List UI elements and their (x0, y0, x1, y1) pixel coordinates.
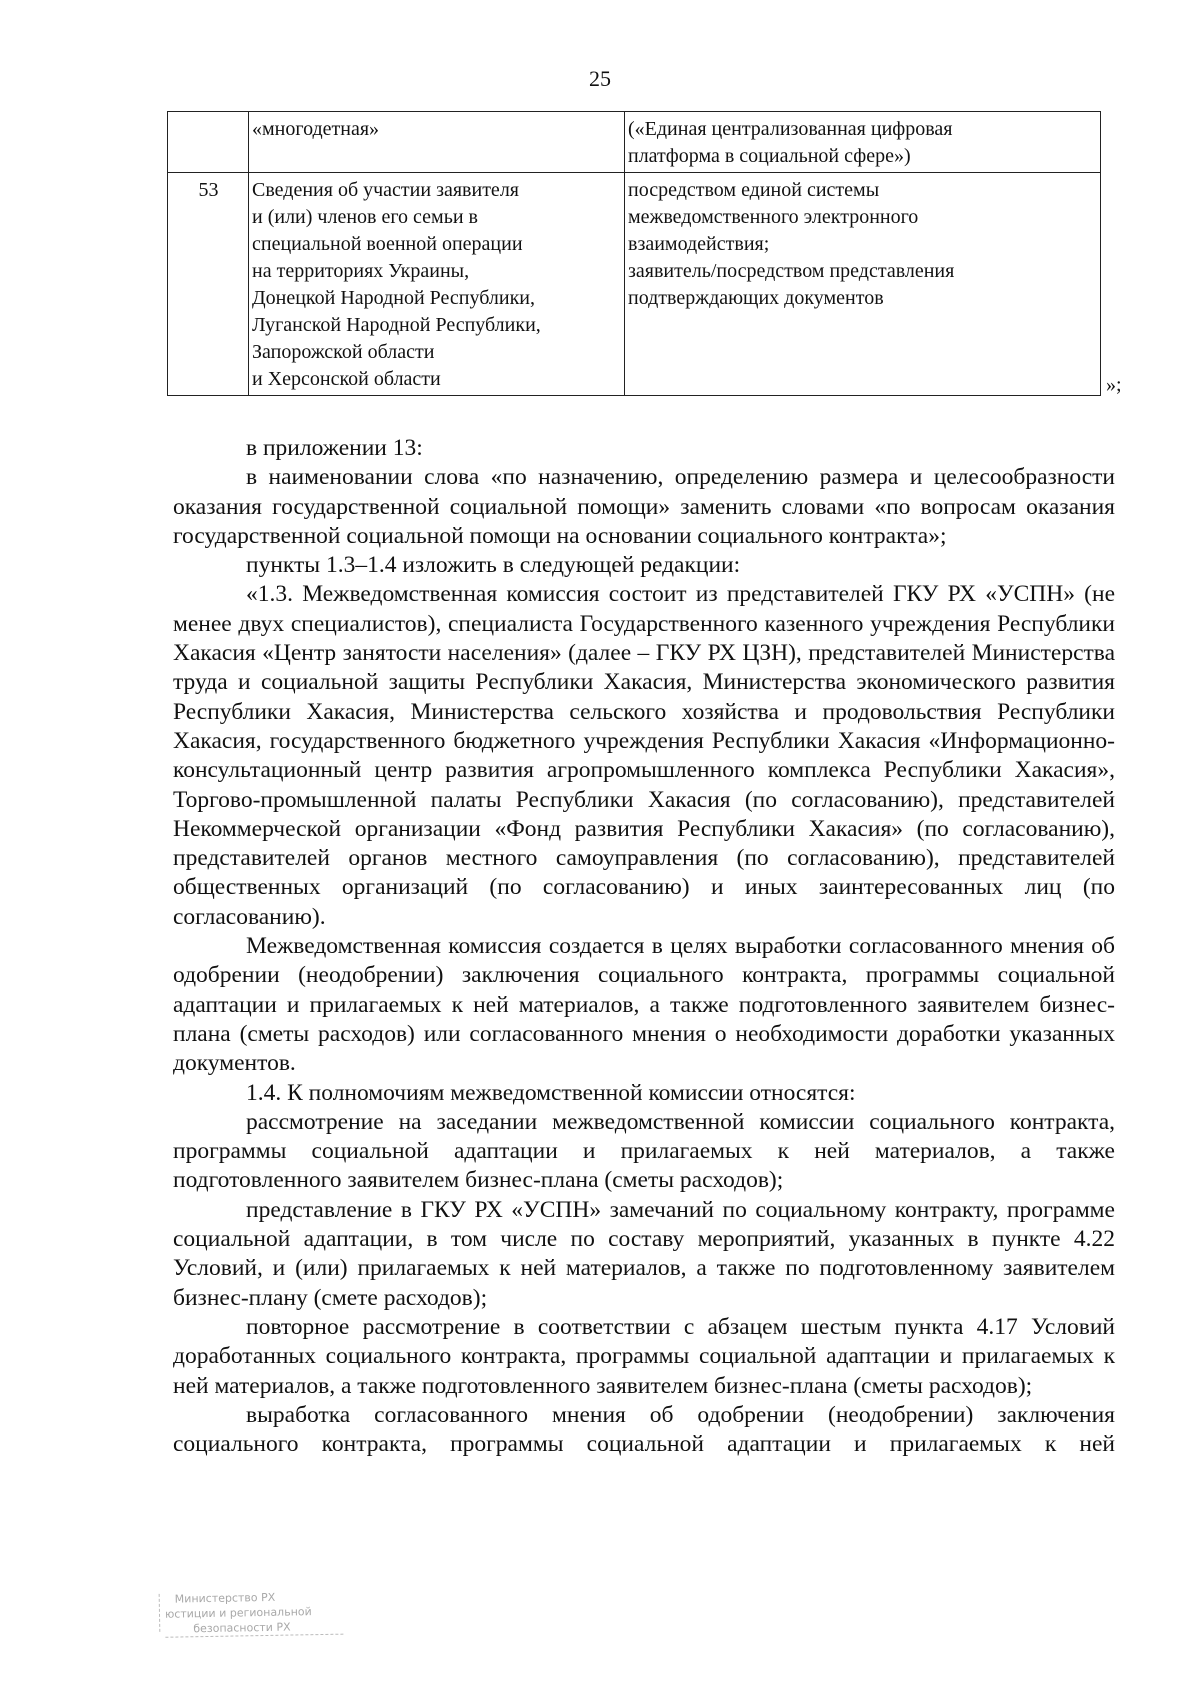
table-line: на территориях Украины, (252, 260, 470, 282)
table-line: Запорожской области (252, 341, 435, 363)
stamp-line: Министерство РХ (174, 1590, 276, 1606)
table-cell-name (249, 112, 625, 173)
page-number: 25 (589, 66, 611, 91)
table-cell-source (625, 112, 1101, 173)
stamp-border (159, 1594, 163, 1632)
paragraph: в приложении 13: (246, 435, 423, 461)
table-line: подтверждающих документов (628, 287, 884, 309)
table-closing-quote: »; (1106, 374, 1122, 396)
table-line: взаимодействия; (628, 233, 770, 255)
table-line: посредством единой системы (628, 179, 880, 201)
table-line: специальной военной операции (252, 233, 523, 255)
criteria-table (167, 111, 1101, 396)
paragraph: выработка согласованного мнения об одобрении (неодобрении) заключения социального контракта, программы социальной адаптации и прилагаемых к ней (173, 1401, 1115, 1458)
paragraph: представление в ГКУ РХ «УСПН» замечаний по социальному контракту, программе социальной адаптации, в том числе по составу мероприятий, указанных в пункте 4.22 Условий, и (или) прилагаемых к ней материалов, а также по подготовленному заявителем бизнес-плану (смете расходов); (173, 1196, 1115, 1311)
table-line: и Херсонской области (252, 368, 441, 390)
paragraph: «1.3. Межведомственная комиссия состоит из представителей ГКУ РХ «УСПН» (не менее двух специалистов), специалиста Государственного казенного учреждения Республики Хакасия «Центр занятости населения» (далее – ГКУ РХ ЦЗН), представителей Министерства труда и социальной защиты Республики Хакасия, Министерства экономического развития Республики Хакасия, Министерства сельского хозяйства и продовольствия Республики Хакасия, государственного бюджетного учреждения Республики Хакасия «Информационно-консультационный центр развития агропромышленного комплекса Республики Хакасия», Торгово-промышленной палаты Республики Хакасия (по согласованию), представителей Некоммерческой организации «Фонд развития Республики Хакасия» (по согласованию), представителей органов местного самоуправления (по согласованию), представителей общественных организаций (по согласованию) и иных заинтересованных лиц (по согласованию). (173, 581, 1115, 930)
paragraph: рассмотрение на заседании межведомственной комиссии социального контракта, программы социальной адаптации и прилагаемых к ней материалов, а также подготовленного заявителем бизнес-плана (сметы расходов); (173, 1108, 1115, 1194)
table-line: Донецкой Народной Республики, (252, 287, 535, 309)
table-line: платформа в социальной сфере») (628, 145, 911, 167)
stamp-line: юстиции и региональной (164, 1605, 312, 1621)
table-cell-number (168, 112, 249, 173)
paragraph: Межведомственная комиссия создается в целях выработки согласованного мнения об одобрении (неодобрении) заключения социального контракта, программы социальной адаптации и прилагаемых к ней материалов, а также подготовленного заявителем бизнес-плана (сметы расходов) или согласованного мнения о необходимости доработки указанных документов. (173, 933, 1115, 1077)
table-line: Луганской Народной Республики, (252, 314, 541, 336)
table-cell-source (625, 173, 1101, 396)
paragraph: 1.4. К полномочиям межведомственной комиссии относятся: (246, 1079, 856, 1106)
paragraph: пункты 1.3–1.4 изложить в следующей редакции: (246, 552, 741, 579)
table-line: и (или) членов его семьи в (252, 206, 478, 228)
document-body (173, 434, 1115, 1459)
table-row (168, 173, 1101, 396)
table-line: «многодетная» (252, 118, 380, 140)
table-line: («Единая централизованная цифровая (628, 118, 953, 140)
table-cell-name (249, 173, 625, 396)
table-line: межведомственного электронного (628, 206, 919, 228)
table-line: заявитель/посредством представления (628, 260, 955, 282)
table-row (168, 112, 1101, 173)
table-line: Сведения об участии заявителя (252, 179, 519, 201)
table-cell-number: 53 (168, 173, 249, 396)
paragraph: в наименовании слова «по назначению, определению размера и целесообразности оказания государственной социальной помощи» заменить словами «по вопросам оказания государственной социальной помощи на основании социального контракта»; (173, 464, 1115, 549)
paragraph: повторное рассмотрение в соответствии с абзацем шестым пункта 4.17 Условий доработанных социального контракта, программы социальной адаптации и прилагаемых к ней материалов, а также подготовленного заявителем бизнес-плана (сметы расходов); (173, 1313, 1115, 1399)
registration-stamp (165, 1588, 366, 1637)
stamp-line: безопасности РХ (165, 1619, 343, 1638)
